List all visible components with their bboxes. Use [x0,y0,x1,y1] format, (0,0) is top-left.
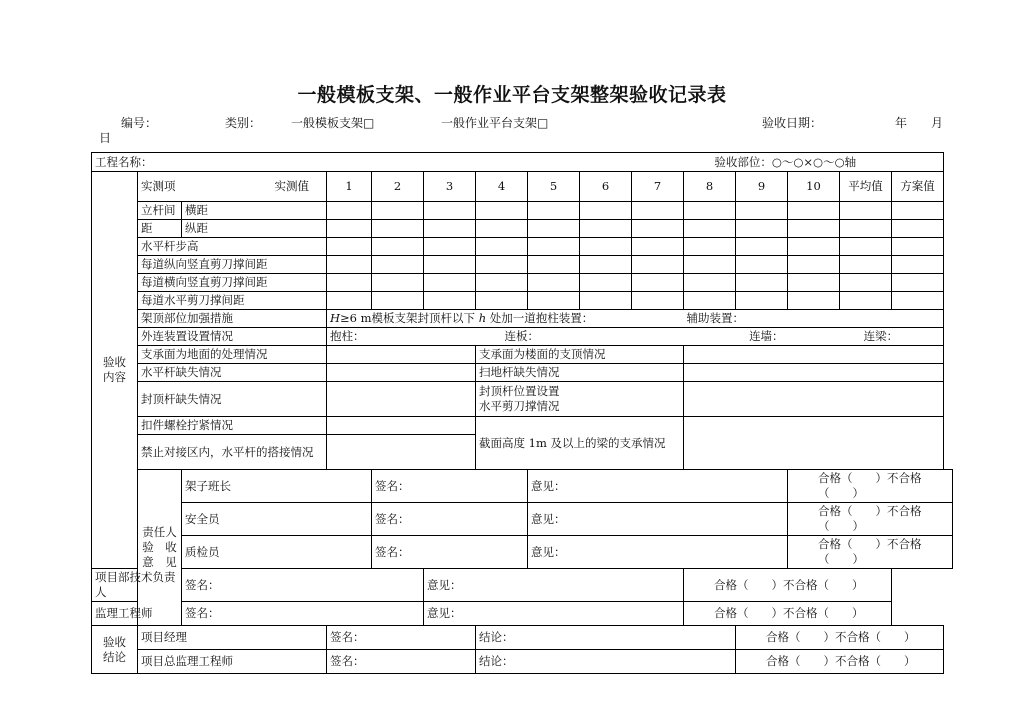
qualified-choice[interactable]: 合格（ ）不合格（ ） [684,569,892,602]
person-name: 项目经理 [138,626,327,650]
long-brace-label: 每道纵向竖直剪刀撑间距 [138,256,327,274]
top-missing-label: 封顶杆缺失情况 [138,382,327,417]
support-row [92,346,953,364]
col-7: 7 [632,172,684,202]
top-position-label-a: 封顶杆位置设置 [479,384,560,398]
section-conclusion: 验收 结论 [92,626,138,674]
trans-brace-label: 每道横向竖直剪刀撑间距 [138,274,327,292]
opinion-label: 意见： [424,569,684,602]
table-row [92,536,953,569]
bolt-label: 扣件螺栓拧紧情况 [138,417,327,435]
pole-spacing-label-b: 距 [138,220,182,238]
external-row [92,328,953,346]
reinforce-label: 架顶部位加强措施 [138,310,327,328]
col-4: 4 [476,172,528,202]
reinforce-text: 处加一道抱柱装置： [489,311,594,325]
top-position-label-b: 水平剪刀撑情况 [479,399,560,413]
col-3: 3 [424,172,476,202]
number-label: 编号： [121,116,158,130]
qualified-choice[interactable]: 合格（ ）不合格（ ） [736,626,944,650]
acceptance-table [91,152,953,674]
table-row [92,602,953,626]
sign-label: 签名： [372,470,528,503]
missing-row [92,364,953,382]
measure-value-label: 实测值 [274,179,309,193]
aux-device: 辅助装置： [684,310,944,328]
section-content: 验收 内容 [92,172,138,569]
qualified-choice[interactable]: 合格（ ）不合格（ ） [788,536,953,569]
table-row [92,569,953,602]
person-name: 项目部技术负责人 [92,569,182,602]
horiz-brace-label: 每道水平剪刀撑间距 [138,292,327,310]
project-row [92,153,953,172]
table-row [92,238,953,256]
sign-label: 签名： [372,536,528,569]
col-5: 5 [528,172,580,202]
table-row [92,626,953,650]
opinion-label: 意见： [528,470,788,503]
col-9: 9 [736,172,788,202]
external-label: 外连装置设置情况 [138,328,327,346]
col-average: 平均值 [840,172,892,202]
person-name: 架子班长 [182,470,372,503]
col-design-value: 方案值 [892,172,944,202]
opinion-label: 意见： [528,503,788,536]
table-row [92,256,953,274]
table-row [92,274,953,292]
date-year: 年 [895,116,908,130]
vertical-spacing-label: 纵距 [182,220,327,238]
reinforce-row: 架顶部位加强措施 H≥6 m模板支架封顶杆以下 h 处加一道抱柱装置： 辅助装置： [92,310,953,328]
table-row [92,292,953,310]
col-6: 6 [580,172,632,202]
table-row [92,470,953,503]
date-label: 验收日期： [762,116,823,130]
conn-slab: 连板： [504,329,540,343]
pole-spacing-label-a: 立杆间 [138,202,182,220]
col-2: 2 [372,172,424,202]
floor-support-label: 支承面为楼面的支顶情况 [476,346,684,364]
qualified-choice[interactable]: 合格（ ）不合格（ ） [788,503,953,536]
project-name-label: 工程名称： [95,154,153,169]
col-10: 10 [788,172,840,202]
ground-support-label: 支承面为地面的处理情况 [138,346,327,364]
category-option-platform[interactable]: 一般作业平台支架□ [441,116,549,130]
conclusion-label: 结论： [476,626,736,650]
qualified-choice[interactable]: 合格（ ）不合格（ ） [684,602,892,626]
person-name: 质检员 [182,536,372,569]
opinion-label: 意见： [424,602,684,626]
qualified-choice[interactable]: 合格（ ）不合格（ ） [788,470,953,503]
measure-header-row [92,172,953,202]
form-title: 一般模板支架、一般作业平台支架整架验收记录表 [297,84,727,106]
conn-beam: 连梁： [863,329,899,343]
inspection-location: 验收部位：○～○×○～○轴 [714,154,857,169]
person-name: 项目总监理工程师 [138,650,327,674]
table-row [92,220,953,238]
date-day: 日 [99,131,112,145]
sign-label: 签名： [182,569,424,602]
col-1: 1 [327,172,372,202]
horizontal-spacing-label: 横距 [182,202,327,220]
table-row [92,202,953,220]
col-8: 8 [684,172,736,202]
horiz-missing-label: 水平杆缺失情况 [138,364,327,382]
bolt-row [92,417,953,435]
conn-wall: 连墙： [749,329,784,343]
opinion-label: 意见： [528,536,788,569]
person-name: 安全员 [182,503,372,536]
top-row [92,382,953,417]
category-option-formwork[interactable]: 一般模板支架□ [291,116,375,130]
person-name: 监理工程师 [92,602,182,626]
step-height-label: 水平杆步高 [138,238,327,256]
hug-column: 抱柱： [330,329,365,343]
sign-label: 签名： [372,503,528,536]
table-row [92,650,953,674]
beam-support-label: 截面高度 1m 及以上的梁的支承情况 [476,417,684,470]
category-label: 类别： [225,116,262,130]
conclusion-label: 结论： [476,650,736,674]
sign-label: 签名： [182,602,424,626]
date-month: 月 [931,116,944,130]
sign-label: 签名： [327,626,476,650]
sign-label: 签名： [327,650,476,674]
measure-item-label: 实测项 [141,179,176,193]
table-row [92,503,953,536]
section-responsible: 责任人 验 收 意 见 [138,470,182,626]
qualified-choice[interactable]: 合格（ ）不合格（ ） [736,650,944,674]
joint-label: 禁止对接区内，水平杆的搭接情况 [138,435,327,470]
sweep-missing-label: 扫地杆缺失情况 [476,364,684,382]
